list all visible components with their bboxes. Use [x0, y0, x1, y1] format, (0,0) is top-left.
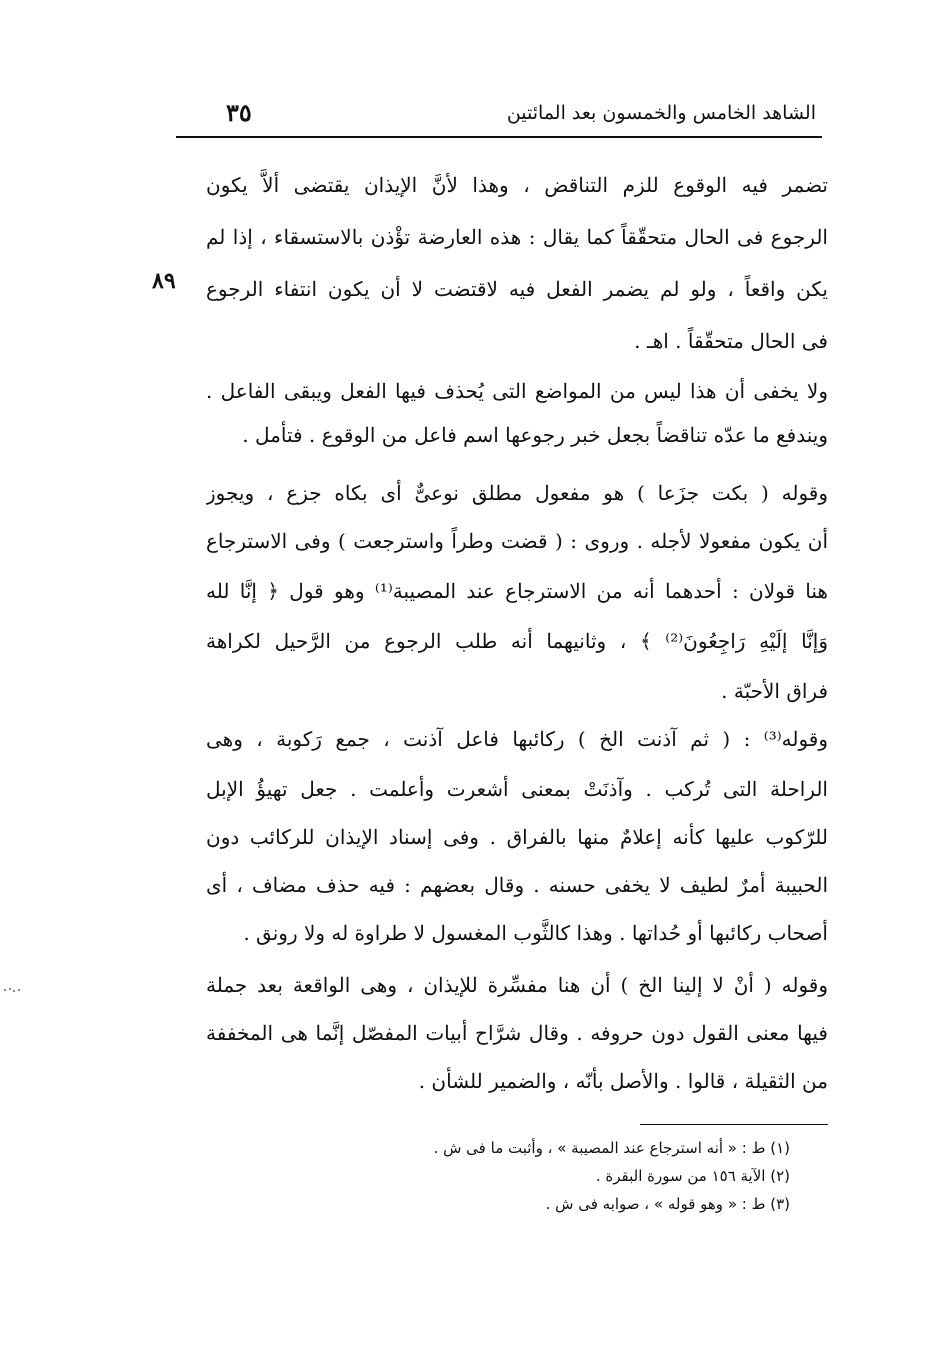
margin-number: ٨٩ [152, 268, 176, 294]
text-line: الحبيبة أمرٌ لطيف لا يخفى حسنه . وقال بعضهم : فيه حذف مضاف ، أى [206, 873, 828, 897]
text-line: فيها معنى القول دون حروفه . وقال شرَّاح أبيات المفصّل إنَّما هى المخففة [206, 1021, 828, 1045]
footnote: (٣) ط : « وهو قوله » ، صوابه فى ش . [545, 1195, 790, 1213]
page-number: ٣٥ [226, 98, 252, 127]
text-line: من الثقيلة ، قالوا . والأصل بأنّه ، والضمير للشأن . [418, 1069, 828, 1093]
text-line: يكن واقعاً ، ولو لم يضمر الفعل فيه لاقتضت لا أن يكون انتفاء الرجوع [206, 277, 828, 301]
text-line: أصحاب ركائبها أو حُداتها . وهذا كالثَّوب المغسول لا طراوة له ولا رونق . [243, 921, 828, 945]
text-line: وقوله ( أنْ لا إلينا الخ ) أن هنا مفسِّرة للإيذان ، وهى الواقعة بعد جملة [206, 973, 828, 997]
text-line: تضمر فيه الوقوع للزم التناقض ، وهذا لأنَّ الإيذان يقتضى ألاَّ يكون [206, 173, 828, 197]
text-line: وقوله ( بكت جزَعا ) هو مفعول مطلق نوعىٌّ أى بكاه جزع ، ويجوز [206, 481, 828, 505]
text-line: وقوله⁽³⁾ : ( ثم آذنت الخ ) ركائبها فاعل آذنت ، جمع رَكوبة ، وهى [206, 727, 828, 751]
text-line: ولا يخفى أن هذا ليس من المواضع التى يُحذف فيها الفعل ويبقى الفاعل . [206, 379, 828, 403]
text-line: وَإنَّا إلَيْهِ رَاجِعُونَ⁽²⁾ ﴾ ، وثانيهما أنه طلب الرجوع من الرَّحيل لكراهة [206, 629, 828, 653]
scan-speck [4, 988, 22, 992]
text-line: هنا قولان : أحدهما أنه من الاسترجاع عند المصيبة⁽¹⁾ وهو قول ﴿ إنَّا لله [206, 579, 828, 603]
text-line: ويندفع ما عدّه تناقضاً بجعل خبر رجوعها اسم فاعل من الوقوع . فتأمل . [242, 423, 828, 447]
text-line: فى الحال متحقّقاً . اهـ . [634, 329, 828, 353]
text-line: أن يكون مفعولا لأجله . وروى : ( قضت وطراً واسترجعت ) وفى الاسترجاع [206, 529, 828, 553]
text-line: الراحلة التى تُركب . وآذنَتْ بمعنى أشعرت وأعلمت . جعل تهيؤُ الإبل [206, 777, 828, 801]
text-line: للرّكوب عليها كأنه إعلامٌ منها بالفراق . وفى إسناد الإيذان للركائب دون [206, 825, 828, 849]
footnote-rule [640, 1124, 828, 1125]
footnotes [230, 1134, 790, 1218]
text-line: الرجوع فى الحال متحقّقاً كما يقال : هذه العارضة تؤْذن بالاستسقاء ، إذا لم [206, 225, 828, 249]
header-rule [176, 136, 822, 138]
page-header [176, 98, 822, 134]
footnote: (٢) الآية ١٥٦ من سورة البقرة . [595, 1167, 790, 1185]
text-line: فراق الأحبّة . [721, 679, 828, 703]
footnote: (١) ط : « أنه استرجاع عند المصيبة » ، وأثبت ما فى ش . [433, 1139, 790, 1157]
running-title: الشاهد الخامس والخمسون بعد المائتين [506, 102, 816, 124]
